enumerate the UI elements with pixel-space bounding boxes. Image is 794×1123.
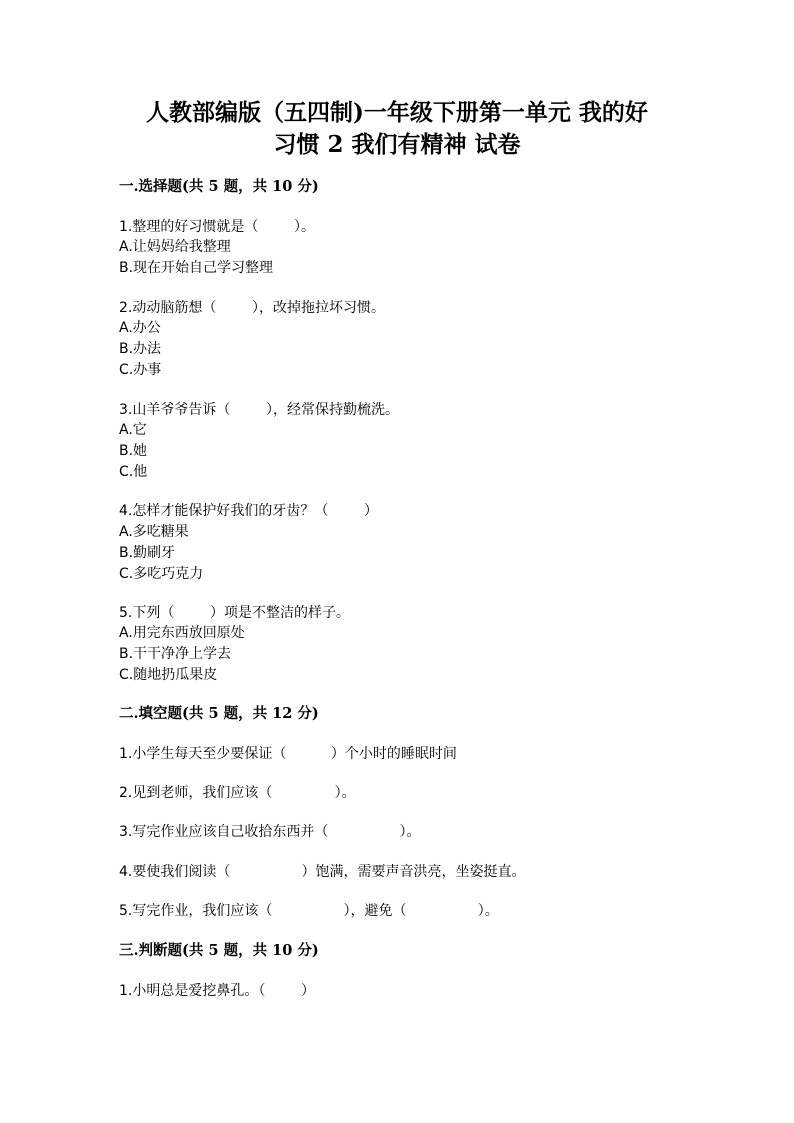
question-text: 2.动动脑筋想（ ），改掉拖拉坏习惯。 bbox=[119, 300, 385, 316]
question-text: 1.小明总是爱挖鼻孔。（ ） bbox=[119, 983, 315, 999]
question-text: 3.山羊爷爷告诉（ ），经常保持勤梳洗。 bbox=[119, 402, 399, 418]
option-text: A.多吃糖果 bbox=[119, 524, 189, 540]
section-heading-true-false: 三.判断题(共 5 题，共 10 分) bbox=[119, 942, 319, 959]
option-text: B.勤刷牙 bbox=[119, 545, 176, 561]
option-text: A.用完东西放回原处 bbox=[119, 625, 245, 641]
option-text: A.它 bbox=[119, 422, 147, 438]
question-text: 5.下列（ ）项是不整洁的样子。 bbox=[119, 605, 350, 621]
section-heading-fill-blank: 二.填空题(共 5 题，共 12 分) bbox=[119, 705, 319, 722]
section-heading-choice: 一.选择题(共 5 题，共 10 分) bbox=[119, 178, 319, 195]
exam-title-line-2: 习惯 2 我们有精神 试卷 bbox=[273, 131, 521, 158]
option-text: A.让妈妈给我整理 bbox=[119, 239, 231, 255]
option-text: B.现在开始自己学习整理 bbox=[119, 260, 274, 276]
option-text: C.随地扔瓜果皮 bbox=[119, 667, 218, 683]
exam-title-line-1: 人教部编版（五四制)一年级下册第一单元 我的好 bbox=[146, 99, 648, 126]
question-text: 1.整理的好习惯就是（ ）。 bbox=[119, 219, 315, 235]
option-text: C.他 bbox=[119, 464, 148, 480]
question-text: 2.见到老师，我们应该（ ）。 bbox=[119, 785, 356, 801]
question-text: 5.写完作业，我们应该（ ），避免（ ）。 bbox=[119, 903, 499, 919]
question-text: 4.要使我们阅读（ ）饱满，需要声音洪亮，坐姿挺直。 bbox=[119, 864, 526, 880]
question-text: 1.小学生每天至少要保证（ ）个小时的睡眠时间 bbox=[119, 746, 457, 762]
option-text: B.办法 bbox=[119, 341, 162, 357]
option-text: C.多吃巧克力 bbox=[119, 566, 204, 582]
option-text: B.干干净净上学去 bbox=[119, 646, 232, 662]
option-text: B.她 bbox=[119, 443, 148, 459]
option-text: A.办公 bbox=[119, 320, 161, 336]
question-text: 4.怎样才能保护好我们的牙齿？（ ） bbox=[119, 503, 378, 519]
question-text: 3.写完作业应该自己收拾东西并（ ）。 bbox=[119, 824, 421, 840]
option-text: C.办事 bbox=[119, 362, 162, 378]
